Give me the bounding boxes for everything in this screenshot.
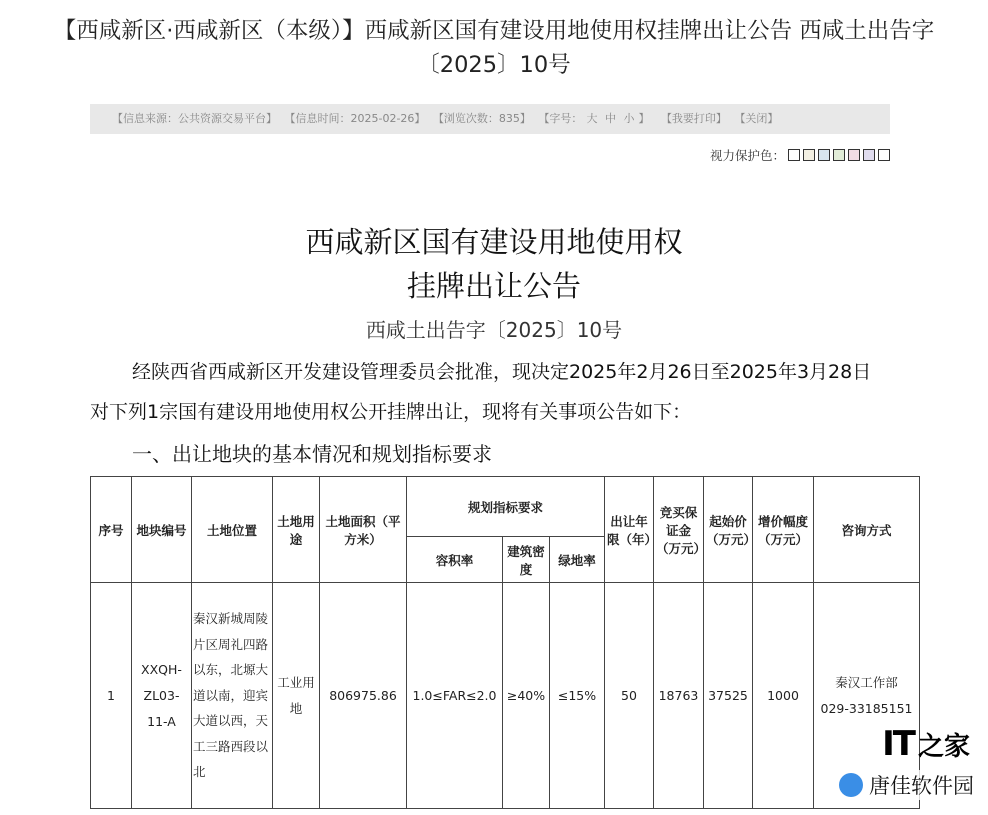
site-name: 唐佳软件园 [869,774,974,798]
page-title: 【西咸新区·西咸新区（本级）】西咸新区国有建设用地使用权挂牌出让公告 西咸土出告字〔2025〕10号 [53,18,935,78]
cell-use: 工业用地 [273,583,320,809]
doc-number: 西咸土出告字〔2025〕10号 [365,318,623,342]
th-seq: 序号 [91,477,132,583]
cell-deposit: 18763 [654,583,704,809]
vision-label: 视力保护色： [709,148,785,163]
cell-green: ≤15% [550,583,605,809]
th-planning: 规划指标要求 [407,477,605,537]
font-medium-link[interactable]: 中 [604,112,616,125]
doc-title-line2: 挂牌出让公告 [406,269,581,303]
cell-location: 秦汉新城周陵片区周礼四路以东，北塬大道以南，迎宾大道以西，天工三路西段以北 [192,583,273,809]
th-increment: 增价幅度（万元） [753,477,814,583]
print-link[interactable]: 【我要打印】 [660,112,727,125]
swatch-green[interactable] [833,149,845,161]
font-size-label: 【字号： 大 中 小 】 [538,112,650,125]
swatch-default[interactable] [878,149,890,161]
land-table [90,476,920,809]
swatch-white[interactable] [788,149,800,161]
font-small-link[interactable]: 小 [623,112,635,125]
th-contact: 咨询方式 [814,477,920,583]
font-large-link[interactable]: 大 [586,112,598,125]
cell-parcel: XXQH-ZL03-11-A [132,583,192,809]
swatch-beige[interactable] [803,149,815,161]
th-deposit: 竞买保证金（万元） [654,477,704,583]
th-parcel: 地块编号 [132,477,192,583]
intro-paragraph: 经陕西省西咸新区开发建设管理委员会批准，现决定2025年2月26日至2025年3月28日对下列1宗国有建设用地使用权公开挂牌出让，现将有关事项公告如下： [90,361,872,423]
info-views: 【浏览次数：835】 [432,112,531,125]
cell-density: ≥40% [503,583,550,809]
doc-title-line1: 西咸新区国有建设用地使用权 [305,225,683,259]
th-far: 容积率 [407,537,503,583]
section-heading: 一、出让地块的基本情况和规划指标要求 [132,442,492,466]
swatch-pink[interactable] [848,149,860,161]
ithome-logo: IT [882,724,914,764]
info-time: 【信息时间：2025-02-26】 [284,112,426,125]
table-row [91,583,920,809]
th-start-price: 起始价（万元） [704,477,753,583]
site-logo-icon [839,773,863,797]
th-density: 建筑密度 [503,537,550,583]
close-link[interactable]: 【关闭】 [734,112,779,125]
swatch-blue[interactable] [818,149,830,161]
vision-protection [710,146,890,164]
cell-start-price: 37525 [704,583,753,809]
cell-increment: 1000 [753,583,814,809]
th-location: 土地位置 [192,477,273,583]
cell-term: 50 [605,583,654,809]
th-use: 土地用途 [273,477,320,583]
th-area: 土地面积（平方米） [320,477,407,583]
th-green: 绿地率 [550,537,605,583]
ithome-chars: 之家 [917,731,970,762]
contact-phone: 029-33185151 [820,700,913,716]
contact-name: 秦汉工作部 [835,674,898,690]
info-source: 【信息来源：公共资源交易平台】 [112,112,277,125]
cell-seq: 1 [91,583,132,809]
swatch-purple[interactable] [863,149,875,161]
info-bar [90,104,890,134]
watermark-ithome [882,724,970,764]
th-term: 出让年限（年） [605,477,654,583]
cell-area: 806975.86 [320,583,407,809]
cell-far: 1.0≤FAR≤2.0 [407,583,503,809]
watermark-site [839,770,974,800]
